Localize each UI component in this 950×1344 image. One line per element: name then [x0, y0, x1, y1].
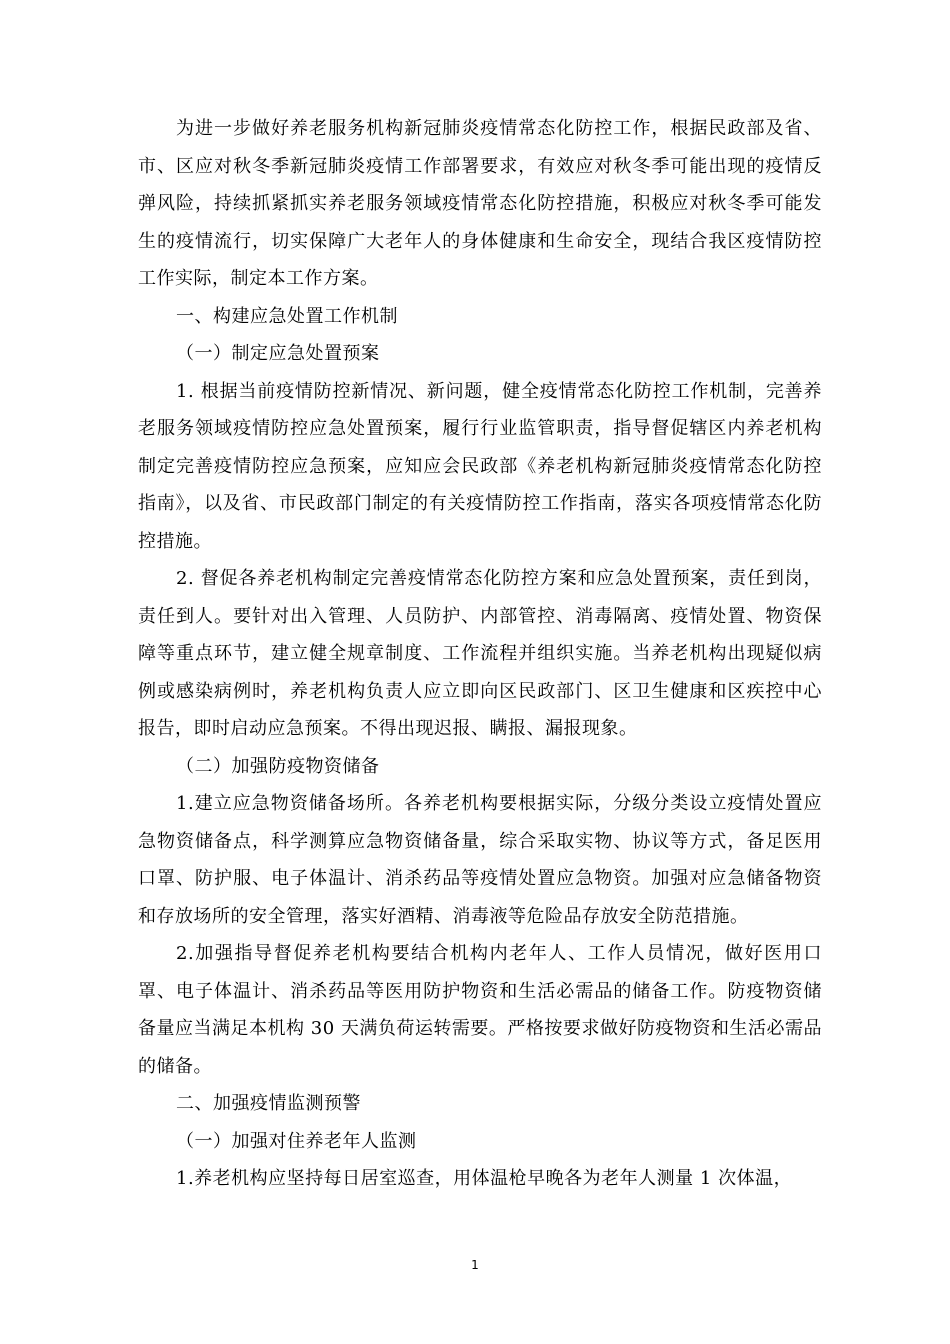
paragraph-1-1-2: 2. 督促各养老机构制定完善疫情常态化防控方案和应急处置预案，责任到岗，责任到人。要针对出入管理、人员防护、内部管控、消毒隔离、疫情处置、物资保障等重点环节，建立健全规章制度、工作流程并组织实施。当养老机构出现疑似病例或感染病例时，养老机构负责人应立即向区民政部门、区卫生健康和区疾控中心报告，即时启动应急预案。不得出现迟报、瞒报、漏报现象。 [138, 568, 822, 739]
paragraph-1-2-2: 2.加强指导督促养老机构要结合机构内老年人、工作人员情况，做好医用口罩、电子体温计、消杀药品等医用防护物资和生活必需品的储备工作。防疫物资储备量应当满足本机构 30 天满负荷运转需要。严格按要求做好防疫物资和生活必需品的储备。 [138, 943, 822, 1077]
heading-subsection-1-2: （二）加强防疫物资储备 [176, 755, 380, 777]
document-body [138, 110, 822, 1198]
paragraph-2-1-1: 1.养老机构应坚持每日居室巡查，用体温枪早晚各为老年人测量 1 次体温， [176, 1168, 793, 1189]
paragraph-1-2-1: 1.建立应急物资储备场所。各养老机构要根据实际，分级分类设立疫情处置应急物资储备点，科学测算应急物资储备量，综合采取实物、协议等方式，备足医用口罩、防护服、电子体温计、消杀药品等疫情处置应急物资。加强对应急储备物资和存放场所的安全管理，落实好酒精、消毒液等危险品存放安全防范措施。 [138, 793, 822, 927]
heading-section-1: 一、构建应急处置工作机制 [176, 305, 398, 327]
paragraph-1-1-1: 1. 根据当前疫情防控新情况、新问题，健全疫情常态化防控工作机制，完善养老服务领域疫情防控应急处置预案，履行行业监管职责，指导督促辖区内养老机构制定完善疫情防控应急预案，应知应会民政部《养老机构新冠肺炎疫情常态化防控指南》，以及省、市民政部门制定的有关疫情防控工作指南，落实各项疫情常态化防控措施。 [138, 380, 822, 552]
heading-section-2: 二、加强疫情监测预警 [176, 1093, 361, 1114]
heading-subsection-1-1: （一）制定应急处置预案 [176, 343, 380, 364]
heading-subsection-2-1: （一）加强对住养老年人监测 [176, 1130, 417, 1152]
page-number: 1 [471, 1258, 479, 1272]
paragraph-intro: 为进一步做好养老服务机构新冠肺炎疫情常态化防控工作，根据民政部及省、市、区应对秋冬季新冠肺炎疫情工作部署要求，有效应对秋冬季可能出现的疫情反弹风险，持续抓紧抓实养老服务领域疫情常态化防控措施，积极应对秋冬季可能发生的疫情流行，切实保障广大老年人的身体健康和生命安全，现结合我区疫情防控工作实际，制定本工作方案。 [138, 118, 822, 289]
